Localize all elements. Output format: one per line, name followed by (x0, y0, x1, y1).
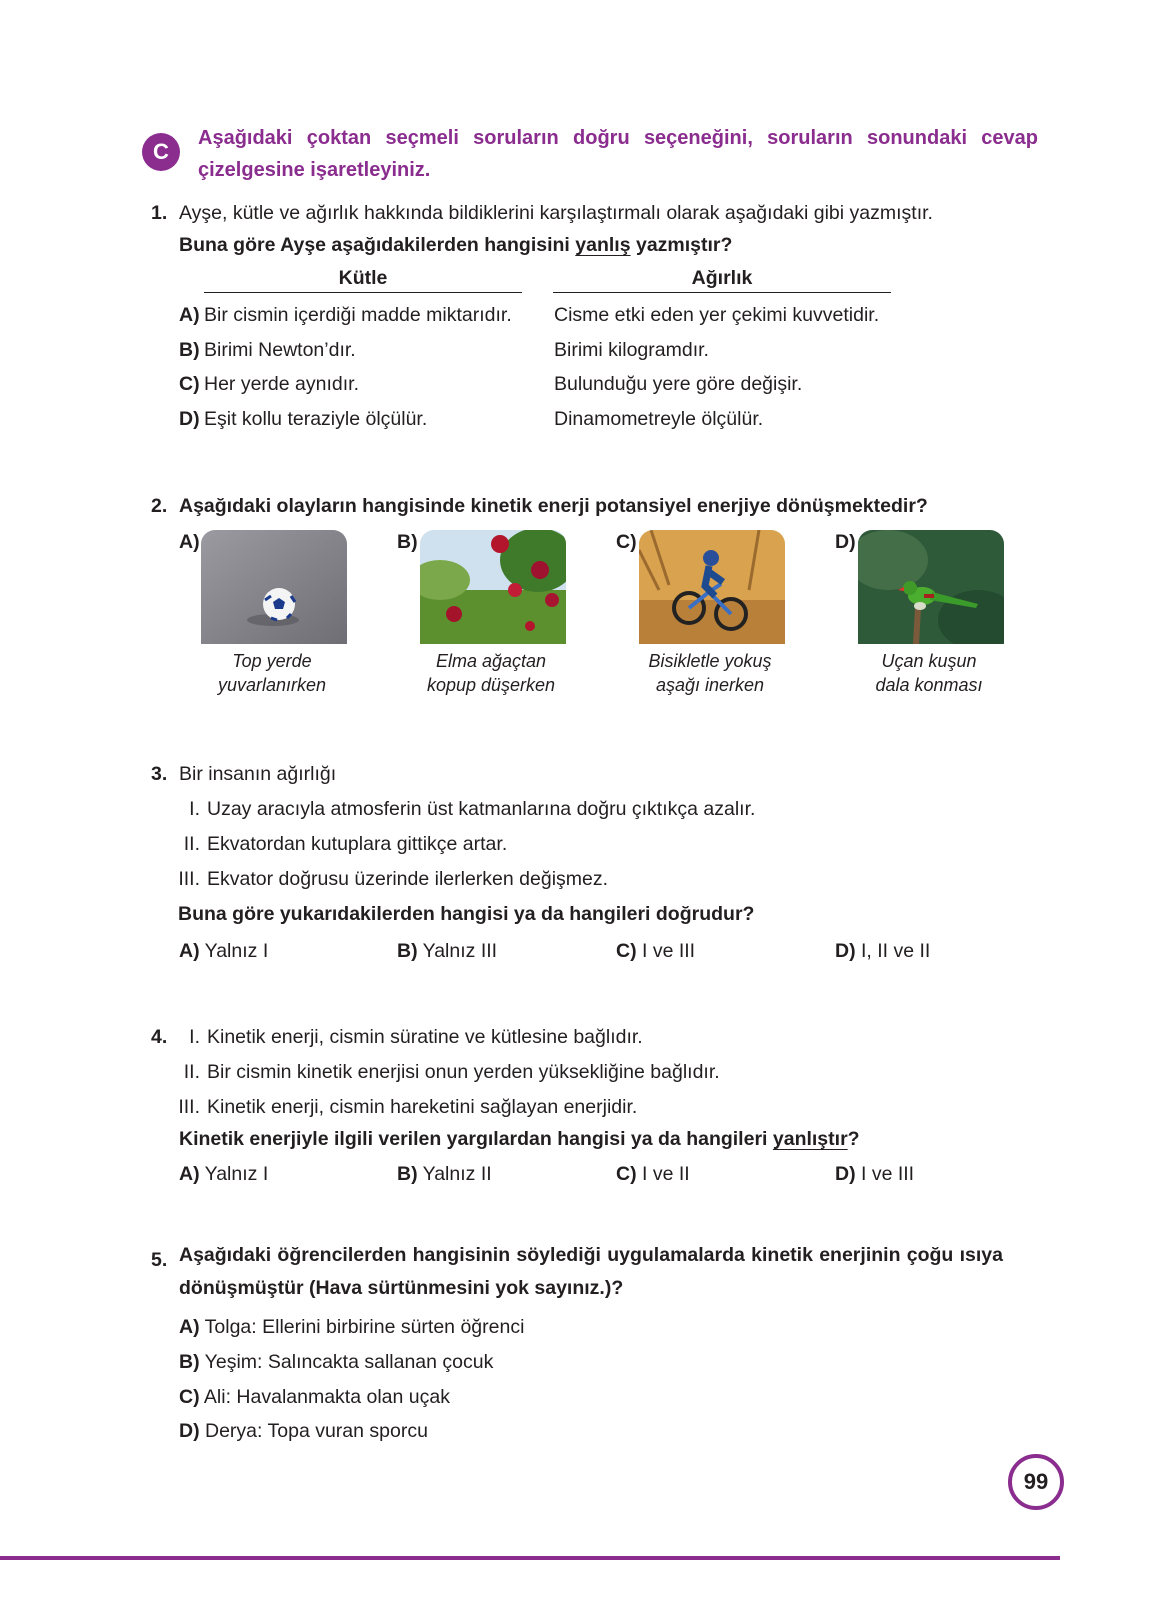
q4-option[interactable] (835, 1162, 914, 1186)
q3-option-label: D) (835, 940, 856, 962)
q4-item-text: Kinetik enerji, cismin süratine ve kütlesine bağlıdır. (207, 1026, 643, 1048)
q4-item-text: Kinetik enerji, cismin hareketini sağlayan enerjidir. (207, 1096, 638, 1118)
q3-roman: III. (178, 868, 200, 890)
q5-option-text: Ali: Havalanmakta olan uçak (203, 1386, 450, 1408)
q2-caption (620, 649, 800, 697)
q5-option-label: A) (179, 1316, 200, 1338)
q4-option[interactable] (616, 1162, 690, 1186)
bird-photo (858, 530, 1004, 644)
q4-option-label: B) (397, 1163, 418, 1185)
q5-option[interactable] (179, 1419, 428, 1443)
q3-option[interactable] (397, 939, 497, 963)
q1-option-mass: Birimi Newton’dır. (204, 339, 356, 361)
q2-option-label[interactable]: C) (616, 531, 637, 553)
q5-option-text: Derya: Topa vuran sporcu (205, 1420, 428, 1442)
q2-option-label[interactable]: B) (397, 531, 418, 553)
q1-prompt-post: yazmıştır? (630, 234, 733, 256)
q1-column-kutle: Kütle (204, 267, 522, 293)
q3-item-text: Uzay aracıyla atmosferin üst katmanlarına doğru çıktıkça azalır. (207, 798, 756, 820)
q4-roman: III. (178, 1096, 200, 1118)
q1-option-weight: Bulunduğu yere göre değişir. (554, 373, 803, 395)
section-instruction: Aşağıdaki çoktan seçmeli soruların doğru seçeneğini, soruların sonundaki cevap çizelgesine işaretleyiniz. (198, 127, 1038, 181)
q3-number: 3. (151, 763, 168, 785)
q2-caption (401, 649, 581, 697)
q2-option-label[interactable]: A) (179, 531, 200, 553)
q2-caption-line: aşağı inerken (655, 675, 765, 695)
q5-option-label: D) (179, 1420, 200, 1442)
q5-option-text: Tolga: Ellerini birbirine sürten öğrenci (204, 1316, 525, 1338)
q2-caption-line: Elma ağaçtan (435, 651, 547, 671)
q2-caption-line: Uçan kuşun (881, 651, 977, 671)
q4-number: 4. (151, 1026, 168, 1048)
q4-option-text: I ve II (642, 1163, 690, 1185)
q2-caption (182, 649, 362, 697)
q4-prompt-post: ? (847, 1128, 860, 1150)
q4-option-text: Yalnız II (422, 1163, 492, 1185)
q3-roman: II. (183, 833, 200, 855)
q1-option-mass: Her yerde aynıdır. (204, 373, 359, 395)
q3-item-text: Ekvator doğrusu üzerinde ilerlerken değişmez. (207, 868, 609, 890)
q1-option-weight: Cisme etki eden yer çekimi kuvvetidir. (554, 304, 880, 326)
q4-item-text: Bir cismin kinetik enerjisi onun yerden yüksekliğine bağlıdır. (207, 1061, 720, 1083)
q3-option[interactable] (835, 939, 930, 963)
q4-prompt (179, 1127, 860, 1151)
q5-option-label: C) (179, 1386, 200, 1408)
q1-option-label[interactable]: D) (179, 408, 200, 430)
section-badge: C (142, 133, 180, 171)
q1-prompt (179, 233, 732, 257)
q2-caption-line: yuvarlanırken (217, 675, 327, 695)
q3-option-text: Yalnız III (422, 940, 498, 962)
q3-option[interactable] (179, 939, 268, 963)
q1-number: 1. (151, 202, 168, 224)
q4-option[interactable] (179, 1162, 268, 1186)
bicycle-photo (639, 530, 785, 644)
q4-option[interactable] (397, 1162, 492, 1186)
q1-prompt-pre: Buna göre Ayşe aşağıdakilerden hangisini (179, 234, 576, 256)
q3-option-text: I ve III (642, 940, 696, 962)
q1-option-mass: Eşit kollu teraziyle ölçülür. (204, 408, 428, 430)
q4-option-label: A) (179, 1163, 200, 1185)
q4-prompt-pre: Kinetik enerjiyle ilgili verilen yargılardan hangisi ya da hangileri (179, 1128, 773, 1150)
q1-text: Ayşe, kütle ve ağırlık hakkında bildiklerini karşılaştırmalı olarak aşağıdaki gibi yazmıştır. (179, 202, 933, 224)
q4-option-label: C) (616, 1163, 637, 1185)
q2-caption (839, 649, 1019, 697)
q1-column-agirlik: Ağırlık (553, 267, 891, 293)
q2-caption-line: kopup düşerken (426, 675, 556, 695)
q3-option-label: B) (397, 940, 418, 962)
q3-prompt: Buna göre yukarıdakilerden hangisi ya da hangileri doğrudur? (178, 903, 755, 925)
q5-option[interactable] (179, 1350, 493, 1374)
q4-option-label: D) (835, 1163, 856, 1185)
q3-option[interactable] (616, 939, 695, 963)
q1-option-label[interactable]: B) (179, 339, 200, 361)
q3-option-text: I, II ve II (861, 940, 931, 962)
q1-option-label[interactable]: A) (179, 304, 200, 326)
q3-option-label: C) (616, 940, 637, 962)
q4-roman: I. (189, 1026, 200, 1048)
q3-roman: I. (189, 798, 200, 820)
q1-option-label[interactable]: C) (179, 373, 200, 395)
apple-tree-photo (420, 530, 566, 644)
q5-option-text: Yeşim: Salıncakta sallanan çocuk (204, 1351, 494, 1373)
q4-roman: II. (183, 1061, 200, 1083)
q5-number: 5. (151, 1249, 168, 1271)
q1-option-weight: Birimi kilogramdır. (554, 339, 709, 361)
q3-item-text: Ekvatordan kutuplara gittikçe artar. (207, 833, 508, 855)
q1-prompt-underlined: yanlış (575, 234, 631, 256)
q5-option-label: B) (179, 1351, 200, 1373)
q5-option[interactable] (179, 1315, 524, 1339)
ball-photo (201, 530, 347, 644)
q2-caption-line: Top yerde (232, 651, 312, 671)
q4-option-text: Yalnız I (204, 1163, 269, 1185)
q3-option-label: A) (179, 940, 200, 962)
q1-option-weight: Dinamometreyle ölçülür. (554, 408, 764, 430)
q4-option-text: I ve III (861, 1163, 915, 1185)
q2-number: 2. (151, 495, 168, 517)
q5-text: Aşağıdaki öğrencilerden hangisinin söylediği uygulamalarda kinetik enerjinin çoğu ısıya dönüşmüştür (Hava sürtünmesini yok sayınız.)? (179, 1244, 1003, 1299)
q2-caption-line: dala konması (875, 675, 983, 695)
q2-text: Aşağıdaki olayların hangisinde kinetik enerji potansiyel enerjiye dönüşmektedir? (179, 495, 928, 517)
footer-divider (0, 1556, 1060, 1560)
q2-option-label[interactable]: D) (835, 531, 856, 553)
q4-prompt-underlined: yanlıştır (772, 1128, 848, 1150)
q1-option-mass: Bir cismin içerdiği madde miktarıdır. (204, 304, 512, 326)
q3-option-text: Yalnız I (204, 940, 269, 962)
q5-option[interactable] (179, 1385, 450, 1409)
q3-text: Bir insanın ağırlığı (179, 763, 337, 785)
page-number: 99 (1008, 1454, 1064, 1510)
q2-caption-line: Bisikletle yokuş (648, 651, 772, 671)
